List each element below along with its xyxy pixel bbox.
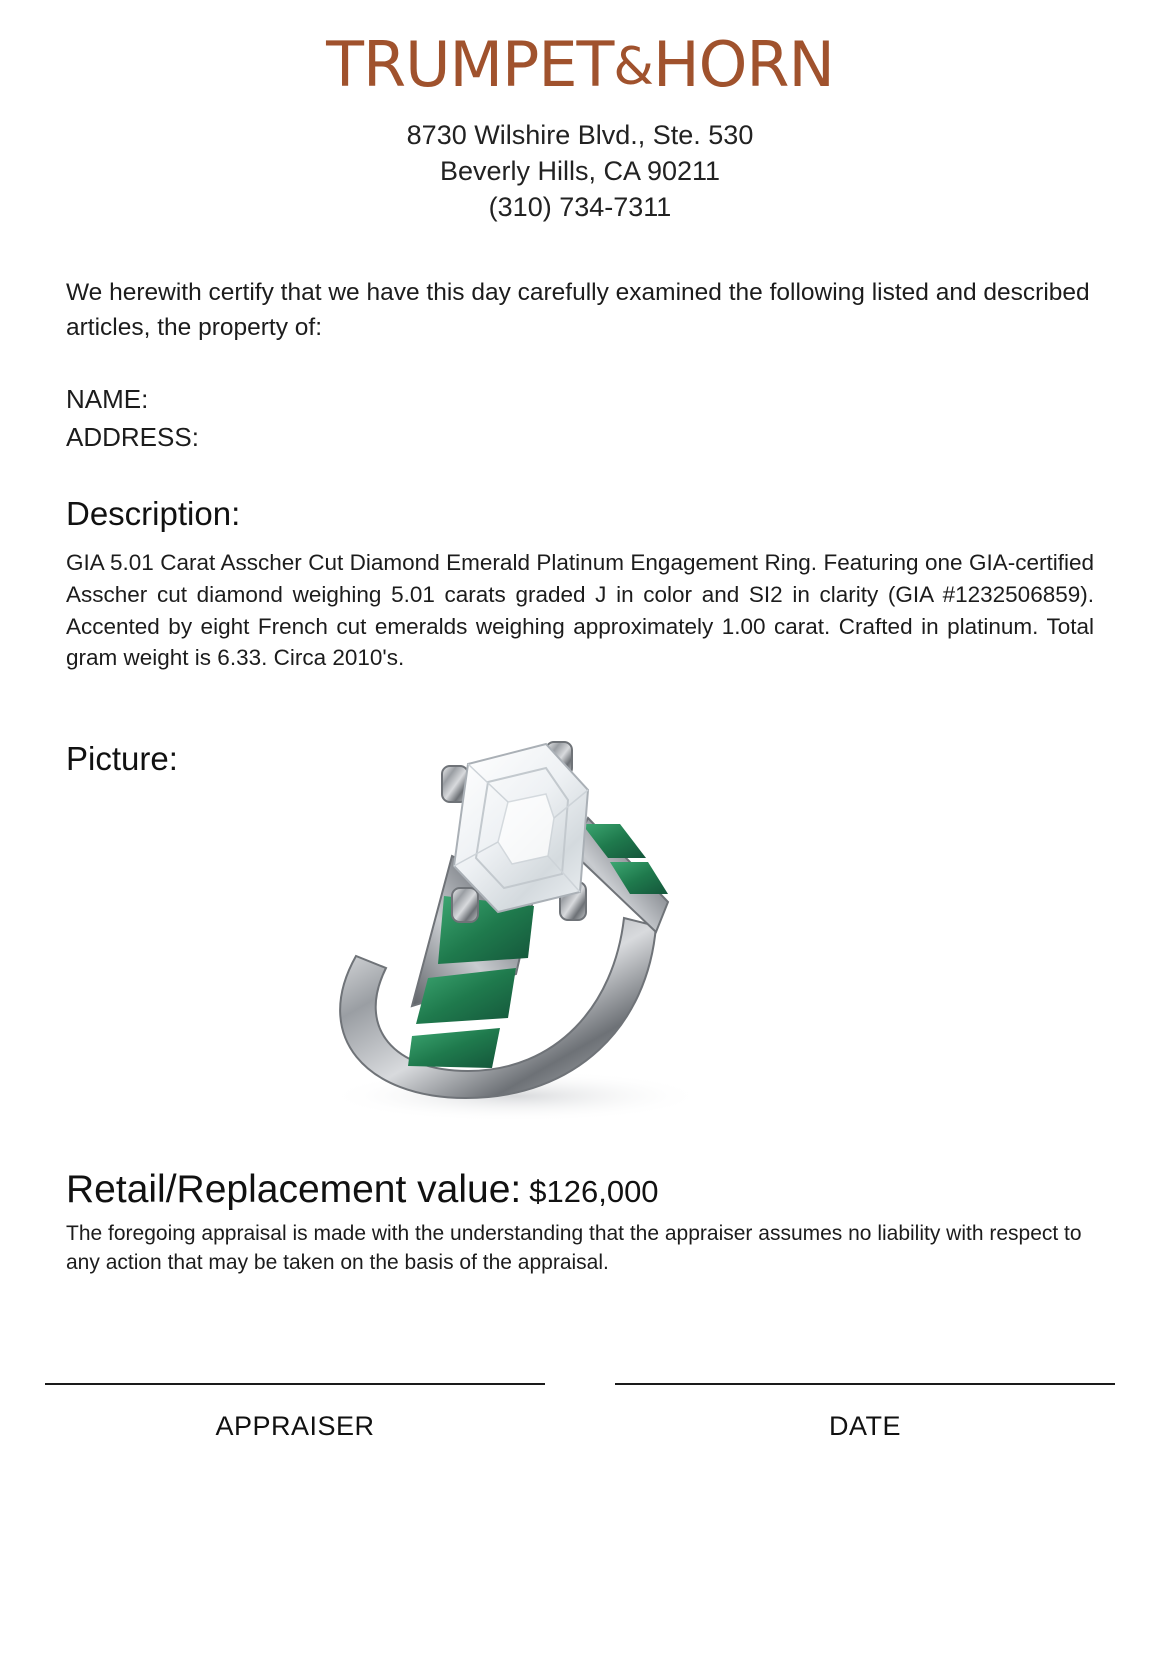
company-logo xyxy=(0,0,1160,101)
picture-section xyxy=(66,726,1094,1126)
company-address-block xyxy=(0,118,1160,226)
item-description: GIA 5.01 Carat Asscher Cut Diamond Emerald Platinum Engagement Ring. Featuring one GIA-certified Asscher cut diamond weighing 5.01 carats graded J in color and SI2 in clarity (GIA #1232506859). Accented by eight French cut emeralds weighing approximately 1.00 carat. Crafted in platinum. Total gram weight is 6.33. Circa 2010's. xyxy=(66,549,1094,671)
name-field-label: NAME: xyxy=(66,384,149,415)
description-heading: Description: xyxy=(66,494,241,532)
appraisal-disclaimer: The foregoing appraisal is made with the understanding that the appraiser assumes no liability with respect to any action that may be taken on the basis of the appraisal. xyxy=(66,1222,1082,1275)
appraiser-signature-block xyxy=(45,1383,545,1442)
date-signature-block xyxy=(615,1383,1115,1442)
document-body xyxy=(0,276,1160,1279)
ring-illustration-svg xyxy=(216,706,776,1136)
logo-text-second: HORN xyxy=(652,28,834,101)
address-city-state-zip: Beverly Hills, CA 90211 xyxy=(439,155,721,186)
signature-area xyxy=(45,1383,1115,1442)
logo-text-first: TRUMPET xyxy=(326,28,614,101)
picture-label: Picture: xyxy=(66,740,178,778)
retail-value-amount: $126,000 xyxy=(529,1174,659,1210)
date-label: DATE xyxy=(828,1411,901,1441)
retail-value-line xyxy=(66,1168,1094,1212)
company-phone: (310) 734-7311 xyxy=(488,191,672,222)
certification-statement: We herewith certify that we have this day carefully examined the following listed and described articles, the property of: xyxy=(66,278,1090,341)
address-street: 8730 Wilshire Blvd., Ste. 530 xyxy=(406,120,754,150)
customer-fields xyxy=(66,381,1094,456)
address-field-label: ADDRESS: xyxy=(66,421,199,452)
ring-photo xyxy=(216,706,776,1136)
appraiser-label: APPRAISER xyxy=(215,1411,375,1441)
logo-ampersand: & xyxy=(613,37,653,97)
retail-value-label: Retail/Replacement value: xyxy=(66,1168,522,1212)
date-signature-line[interactable] xyxy=(615,1383,1115,1385)
appraiser-signature-line[interactable] xyxy=(45,1383,545,1385)
